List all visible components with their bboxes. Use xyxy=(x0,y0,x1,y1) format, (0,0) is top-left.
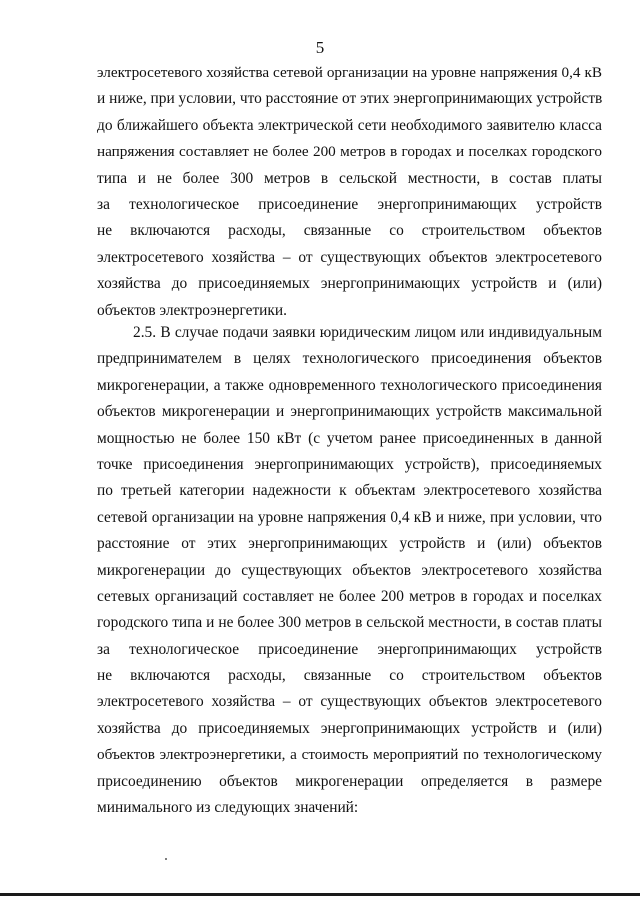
text-line: объектов электроэнергетики. xyxy=(97,301,287,319)
text-line: микрогенерации, а также одновременного технологического присоединения xyxy=(97,376,602,394)
text-line: мощностью не более 150 кВт (с учетом ранее присоединенных в данной xyxy=(97,429,602,447)
paragraph-continuation xyxy=(97,60,602,324)
scan-bottom-edge xyxy=(0,893,640,896)
text-line: до ближайшего объекта электрической сети необходимого заявителю класса xyxy=(97,116,602,134)
text-line: сетевых организаций составляет не более 200 метров в городах и поселках xyxy=(97,587,602,605)
page-number: 5 xyxy=(315,38,325,57)
scan-speck xyxy=(165,858,167,860)
text-line: электросетевого хозяйства – от существующих объектов электросетевого xyxy=(97,693,602,711)
text-line: электросетевого хозяйства – от существующих объектов электросетевого xyxy=(97,248,602,266)
text-line: и ниже, при условии, что расстояние от этих энергопринимающих устройств xyxy=(97,90,603,108)
text-line: расстояние от этих энергопринимающих устройств и (или) объектов xyxy=(97,535,602,553)
text-line: электросетевого хозяйства сетевой организации на уровне напряжения 0,4 кВ xyxy=(97,64,602,81)
text-line: по третьей категории надежности к объектам электросетевого хозяйства xyxy=(97,482,602,500)
text-line: напряжения составляет не более 200 метров в городах и поселках городского xyxy=(97,143,602,161)
text-line: присоединению объектов микрогенерации определяется в размере xyxy=(97,772,602,790)
text-line: за технологическое присоединение энергопринимающих устройств xyxy=(97,195,602,213)
text-line: микрогенерации до существующих объектов электросетевого хозяйства xyxy=(97,561,602,579)
text-line: 2.5. В случае подачи заявки юридическим лицом или индивидуальным xyxy=(133,324,602,341)
text-line: типа и не более 300 метров в сельской местности, в состав платы xyxy=(97,169,602,187)
text-line: не включаются расходы, связанные со строительством объектов xyxy=(97,222,602,240)
text-line: за технологическое присоединение энергопринимающих устройств xyxy=(97,640,602,658)
text-line: городского типа и не более 300 метров в сельской местности, в состав платы xyxy=(97,614,602,632)
text-line: предпринимателем в целях технологического присоединения объектов xyxy=(97,350,602,368)
text-line: хозяйства до присоединяемых энергопринимающих устройств и (или) xyxy=(97,719,602,737)
text-line: минимального из следующих значений: xyxy=(97,799,359,817)
text-line: не включаются расходы, связанные со строительством объектов xyxy=(97,667,602,685)
text-line: сетевой организации на уровне напряжения 0,4 кВ и ниже, при условии, что xyxy=(97,508,602,526)
paragraph-2-5 xyxy=(97,320,602,821)
text-line: объектов электроэнергетики, а стоимость мероприятий по технологическому xyxy=(97,746,602,764)
text-line: хозяйства до присоединяемых энергопринимающих устройств и (или) xyxy=(97,275,602,293)
text-line: объектов микрогенерации и энергопринимающих устройств максимальной xyxy=(97,403,602,421)
text-line: точке присоединения энергопринимающих устройств), присоединяемых xyxy=(97,455,602,473)
